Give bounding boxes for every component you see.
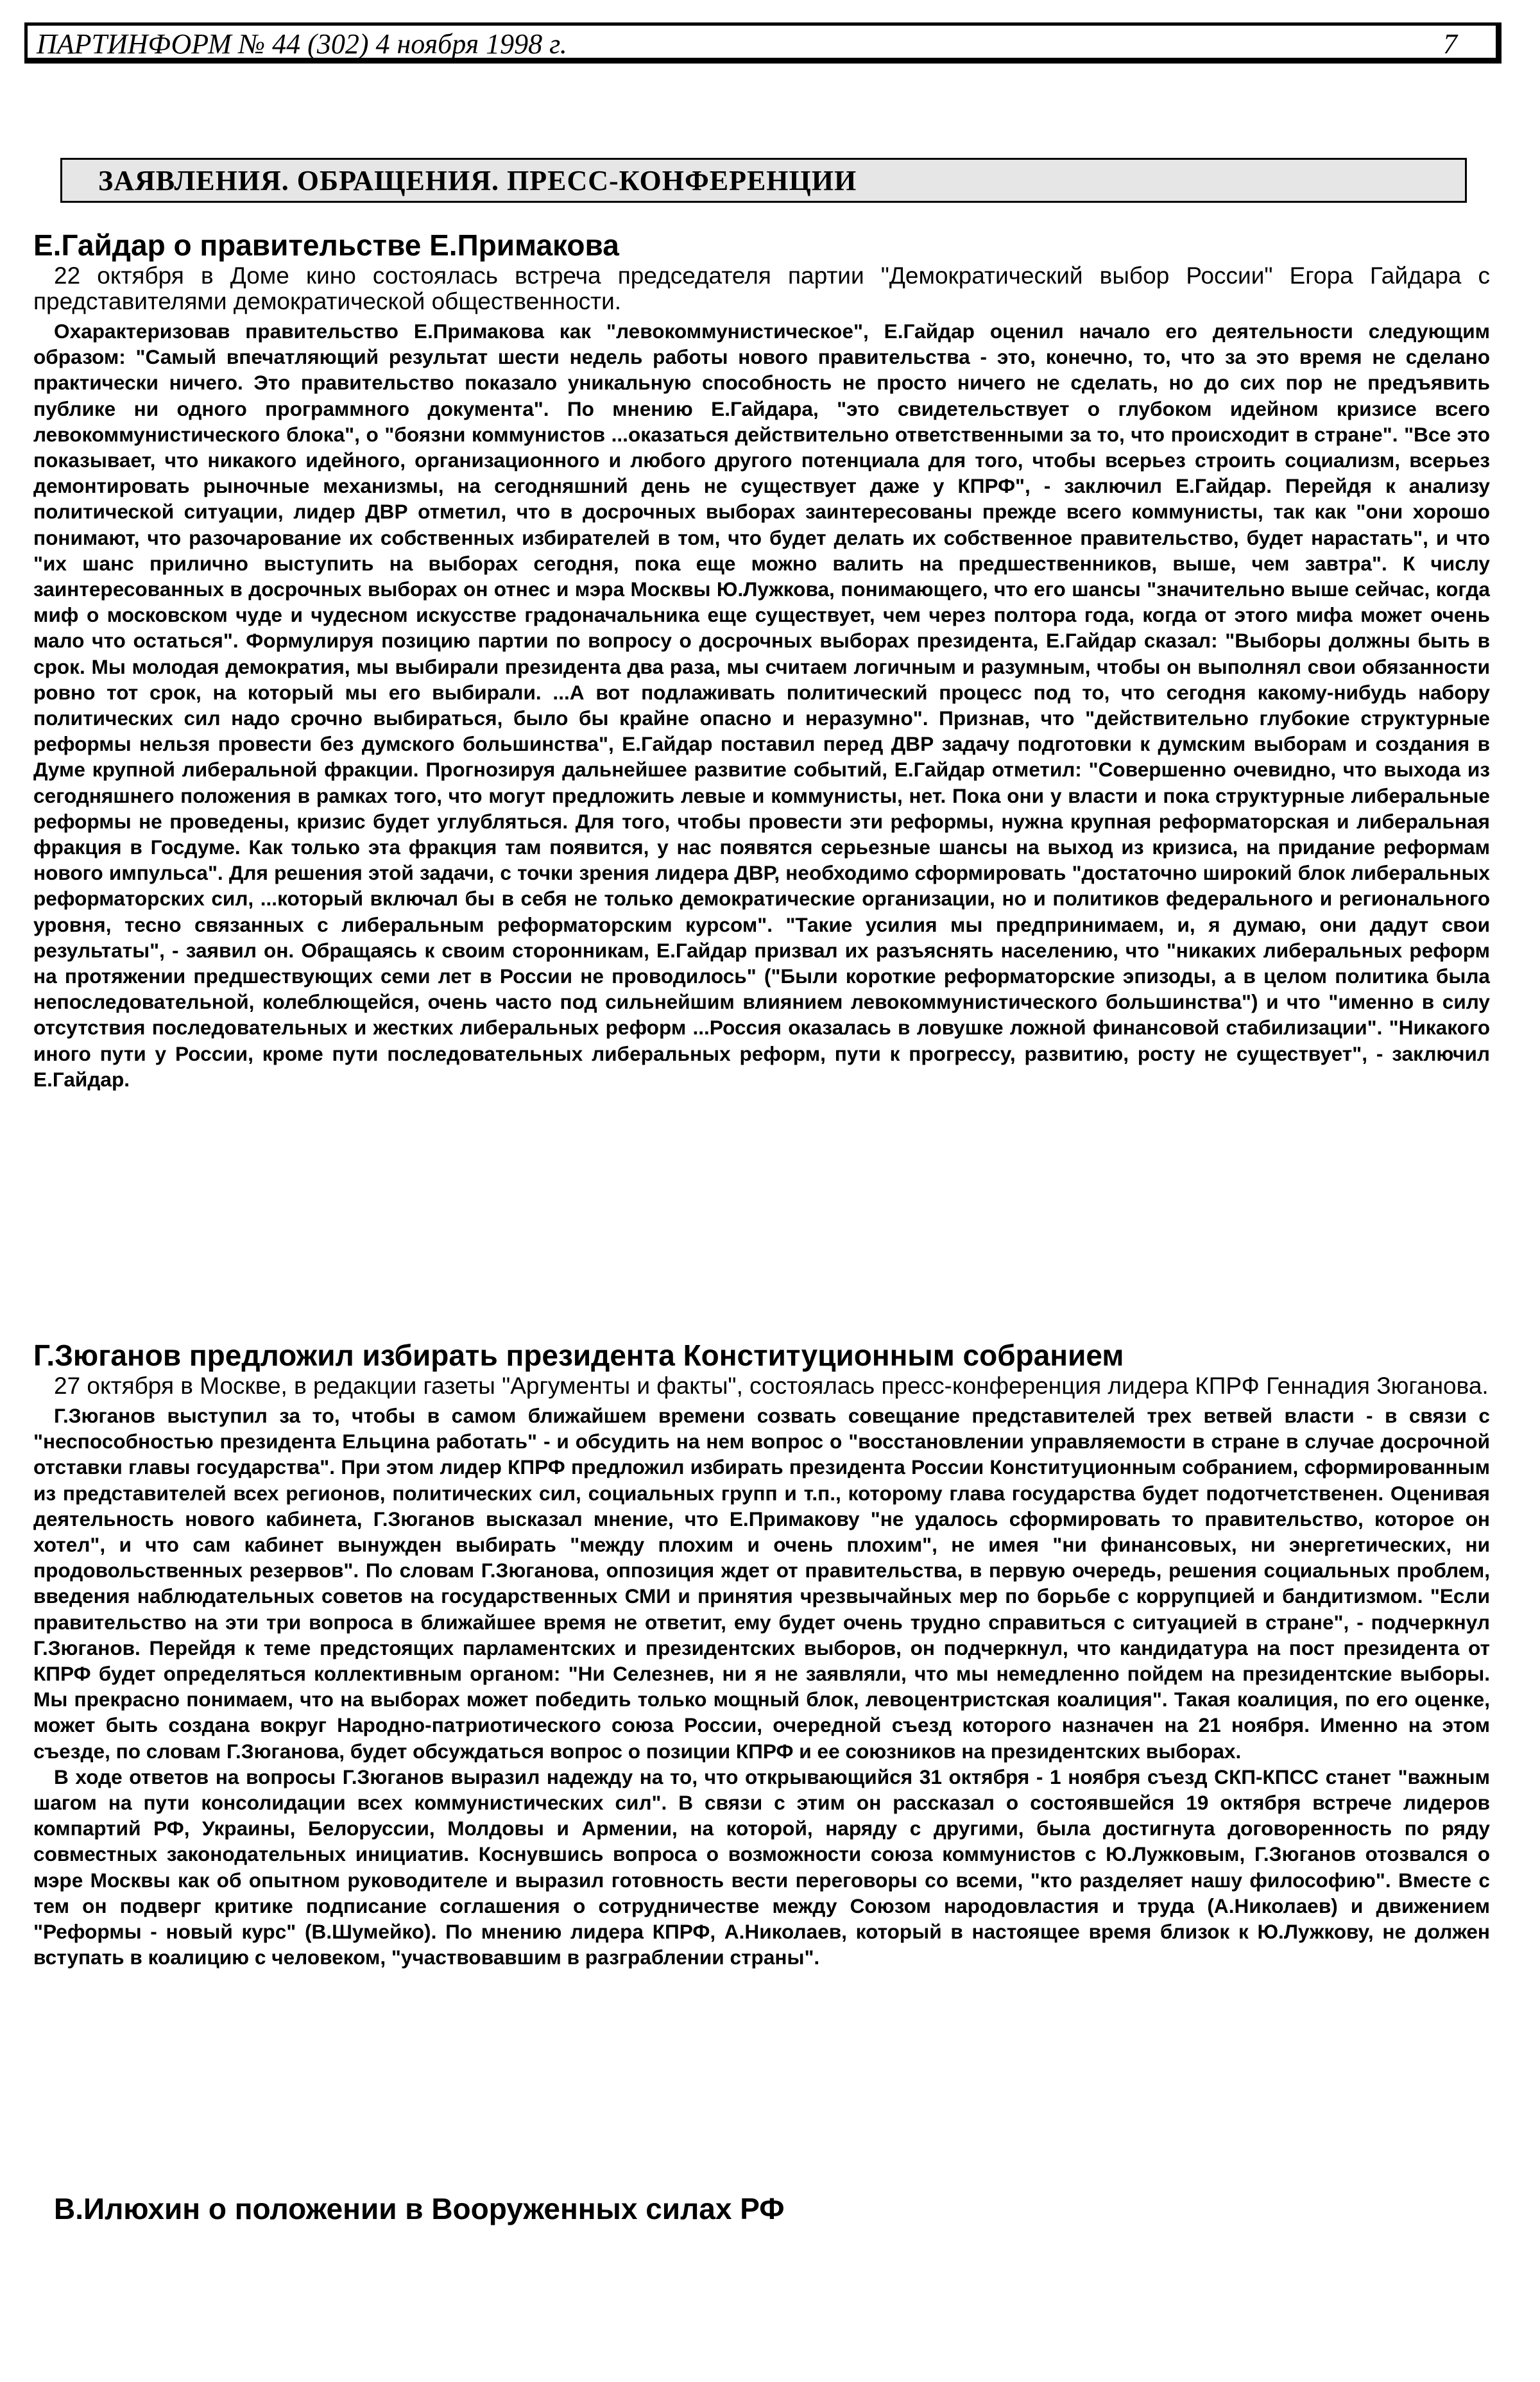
- article-paragraph: Г.Зюганов выступил за то, чтобы в самом ближайшем времени созвать совещание представителей трех ветвей власти - в связи с "неспособностью президента Ельцина работать" - и обсудить на нем вопрос о "восстановлении управляемости в стране в случае досрочной отставки главы государства". При этом лидер КПРФ предложил избирать президента России Конституционным собранием, сформированным из представителей всех регионов, политических сил, социальных групп и т.п., которому глава государства будет подотчетственен. Оценивая деятельность нового кабинета, Г.Зюганов высказал мнение, что Е.Примакову "не удалось сформировать то правительство, которое он хотел", и что сам кабинет вынужден выбирать "между плохим и очень плохим", не имея "ни финансовых, ни энергетических, ни продовольственных резервов". По словам Г.Зюганова, оппозиция ждет от правительства, в первую очередь, решения социальных проблем, введения наблюдательных советов на государственных СМИ и принятия чрезвычайных мер по борьбе с коррупцией и бандитизмом. "Если правительство на эти три вопроса в ближайшее время не ответит, ему будет очень трудно справиться с ситуацией в стране", - подчеркнул Г.Зюганов. Перейдя к теме предстоящих парламентских и президентских выборов, он подчеркнул, что кандидатура на пост президента от КПРФ будет определяться коллективным органом: "Ни Селезнев, ни я не заявляли, что мы немедленно пойдем на президентские выборы. Мы прекрасно понимаем, что на выборах может победить только мощный блок, левоцентристская коалиция". Такая коалиция, по его оценке, может быть создана вокруг Народно-патриотического союза России, очередной съезд которого назначен на 21 ноября. Именно на этом съезде, по словам Г.Зюганова, будет обсуждаться вопрос о позиции КПРФ и ее союзников на президентских выборах.: [33, 1404, 1490, 1763]
- publication-title: ПАРТИНФОРМ № 44 (302) 4 ноября 1998 г.: [37, 28, 567, 60]
- article-paragraph: Охарактеризовав правительство Е.Примакова как "левокоммунистическое", Е.Гайдар оценил начало его деятельности следующим образом: "Самый впечатляющий результат шести недель работы нового правительства - это, конечно, то, что за это время не сделано практически ничего. Это правительство показало уникальную способность не просто ничего не сделать, но до сих пор не предъявить публике ни одного программного документа". По мнению Е.Гайдара, "это свидетельствует о глубоком идейном кризисе всего левокоммунистического блока", о "боязни коммунистов ...оказаться действительно ответственными за то, что происходит в стране". "Все это показывает, что никакого идейного, организационного и любого другого потенциала для того, чтобы всерьез строить социализм, всерьез демонтировать рыночные механизмы, на сегодняшний день не существует даже у КПРФ", - заключил Е.Гайдар. Перейдя к анализу политической ситуации, лидер ДВР отметил, что в досрочных выборах заинтересованы прежде всего коммунисты, так как "они хорошо понимают, что разочарование их собственных избирателей в том, что будет делать их собственное правительство, будет нарастать", и что "их шанс прилично выступить на выборах сегодня, пока еще можно валить на предшественников, выше, чем завтра". К числу заинтересованных в досрочных выборах он отнес и мэра Москвы Ю.Лужкова, понимающего, что его шансы "значительно выше сейчас, когда миф о московском чуде и чудесном искусстве градоначальника еще существует, чем через полтора года, когда от этого мифа может очень мало что остаться". Формулируя позицию партии по вопросу о досрочных выборах президента, Е.Гайдар сказал: "Выборы должны быть в срок. Мы молодая демократия, мы выбирали президента два раза, мы считаем логичным и разумным, чтобы он выполнял свои обязанности ровно тот срок, на который мы его выбирали. ...А вот подлаживать политический процесс под то, что сегодня какому-нибудь набору политических сил надо срочно выбираться, было бы крайне опасно и неразумно". Признав, что "действительно глубокие структурные реформы нельзя провести без думского большинства", Е.Гайдар поставил перед ДВР задачу подготовки к думским выборам и создания в Думе крупной либеральной фракции. Прогнозируя дальнейшее развитие событий, Е.Гайдар отметил: "Совершенно очевидно, что выхода из сегодняшнего положения в рамках того, что могут предложить левые и коммунисты, нет. Пока они у власти и пока структурные либеральные реформы не проведены, кризис будет углубляться. Для того, чтобы провести эти реформы, нужна крупная реформаторская и либеральная фракция в Госдуме. Как только эта фракция там появится, у нас появятся серьезные шансы на выход из кризиса, на придание реформам нового импульса". Для решения этой задачи, с точки зрения лидера ДВР, необходимо сформировать "достаточно широкий блок либеральных реформаторских сил, ...который включал бы в себя не только демократические организации, но и политиков федерального и регионального уровня, тесно связанных с либеральным реформаторским курсом". "Такие усилия мы предпринимаем, и, я думаю, они дадут свои результаты", - заявил он. Обращаясь к своим сторонникам, Е.Гайдар призвал их разъяснять населению, что "никаких либеральных реформ на протяжении предшествующих семи лет в России не проводилось" ("Были короткие реформаторские эпизоды, а в целом политика была непоследовательной, колеблющейся, очень часто под сильнейшим влиянием левокоммунистического большинства") и что "именно в силу отсутствия последовательных и жестких либеральных реформ ...Россия оказалась в ловушке ложной финансовой стабилизации". "Никакого иного пути у России, кроме пути последовательных либеральных реформ, пути к прогрессу, развитию, росту не существует", - заключил Е.Гайдар.: [33, 320, 1490, 1091]
- article-zyuganov: [33, 1339, 1490, 1970]
- rubric-title: ЗАЯВЛЕНИЯ. ОБРАЩЕНИЯ. ПРЕСС-КОНФЕРЕНЦИИ: [98, 165, 857, 196]
- page-header: [24, 22, 1502, 64]
- article-gaidar: [33, 228, 1490, 1092]
- page-number: 7: [1443, 28, 1457, 60]
- article-ilyukhin: [54, 2192, 1510, 2225]
- section-rubric: [60, 158, 1467, 203]
- article-paragraph: В ходе ответов на вопросы Г.Зюганов выразил надежду на то, что открывающийся 31 октября - 1 ноября съезд СКП-КПСС станет "важным шагом на пути консолидации всех коммунистических сил". В связи с этим он рассказал о состоявшейся 19 октября встрече лидеров компартий РФ, Украины, Белоруссии, Молдовы и Армении, на которой, наряду с другими, была достигнута договоренность по ряду совместных законодательных инициатив. Коснувшись вопроса о возможности союза коммунистов с Ю.Лужковым, Г.Зюганов отозвался о мэре Москвы как об опытном руководителе и выразил готовность вести переговоры со всеми, "кто разделяет нашу философию". Вместе с тем он подверг критике подписание соглашения о сотрудничестве между Союзом народовластия и труда (А.Николаев) и движением "Реформы - новый курс" (В.Шумейко). По мнению лидера КПРФ, А.Николаев, который в настоящее время близок к Ю.Лужкову, не должен вступать в коалицию с человеком, "участвовавшим в разграблении страны".: [33, 1765, 1490, 1969]
- article-lead: 27 октября в Москве, в редакции газеты "Аргументы и факты", состоялась пресс-конференция лидера КПРФ Геннадия Зюганова.: [54, 1373, 1489, 1399]
- article-title: Г.Зюганов предложил избирать президента Конституционным собранием: [33, 1339, 1124, 1372]
- article-title: В.Илюхин о положении в Вооруженных силах РФ: [54, 2192, 785, 2225]
- article-lead: 22 октября в Доме кино состоялась встреча председателя партии "Демократический выбор России" Егора Гайдара с представителями демократической общественности.: [33, 262, 1490, 314]
- article-title: Е.Гайдар о правительстве Е.Примакова: [33, 228, 619, 262]
